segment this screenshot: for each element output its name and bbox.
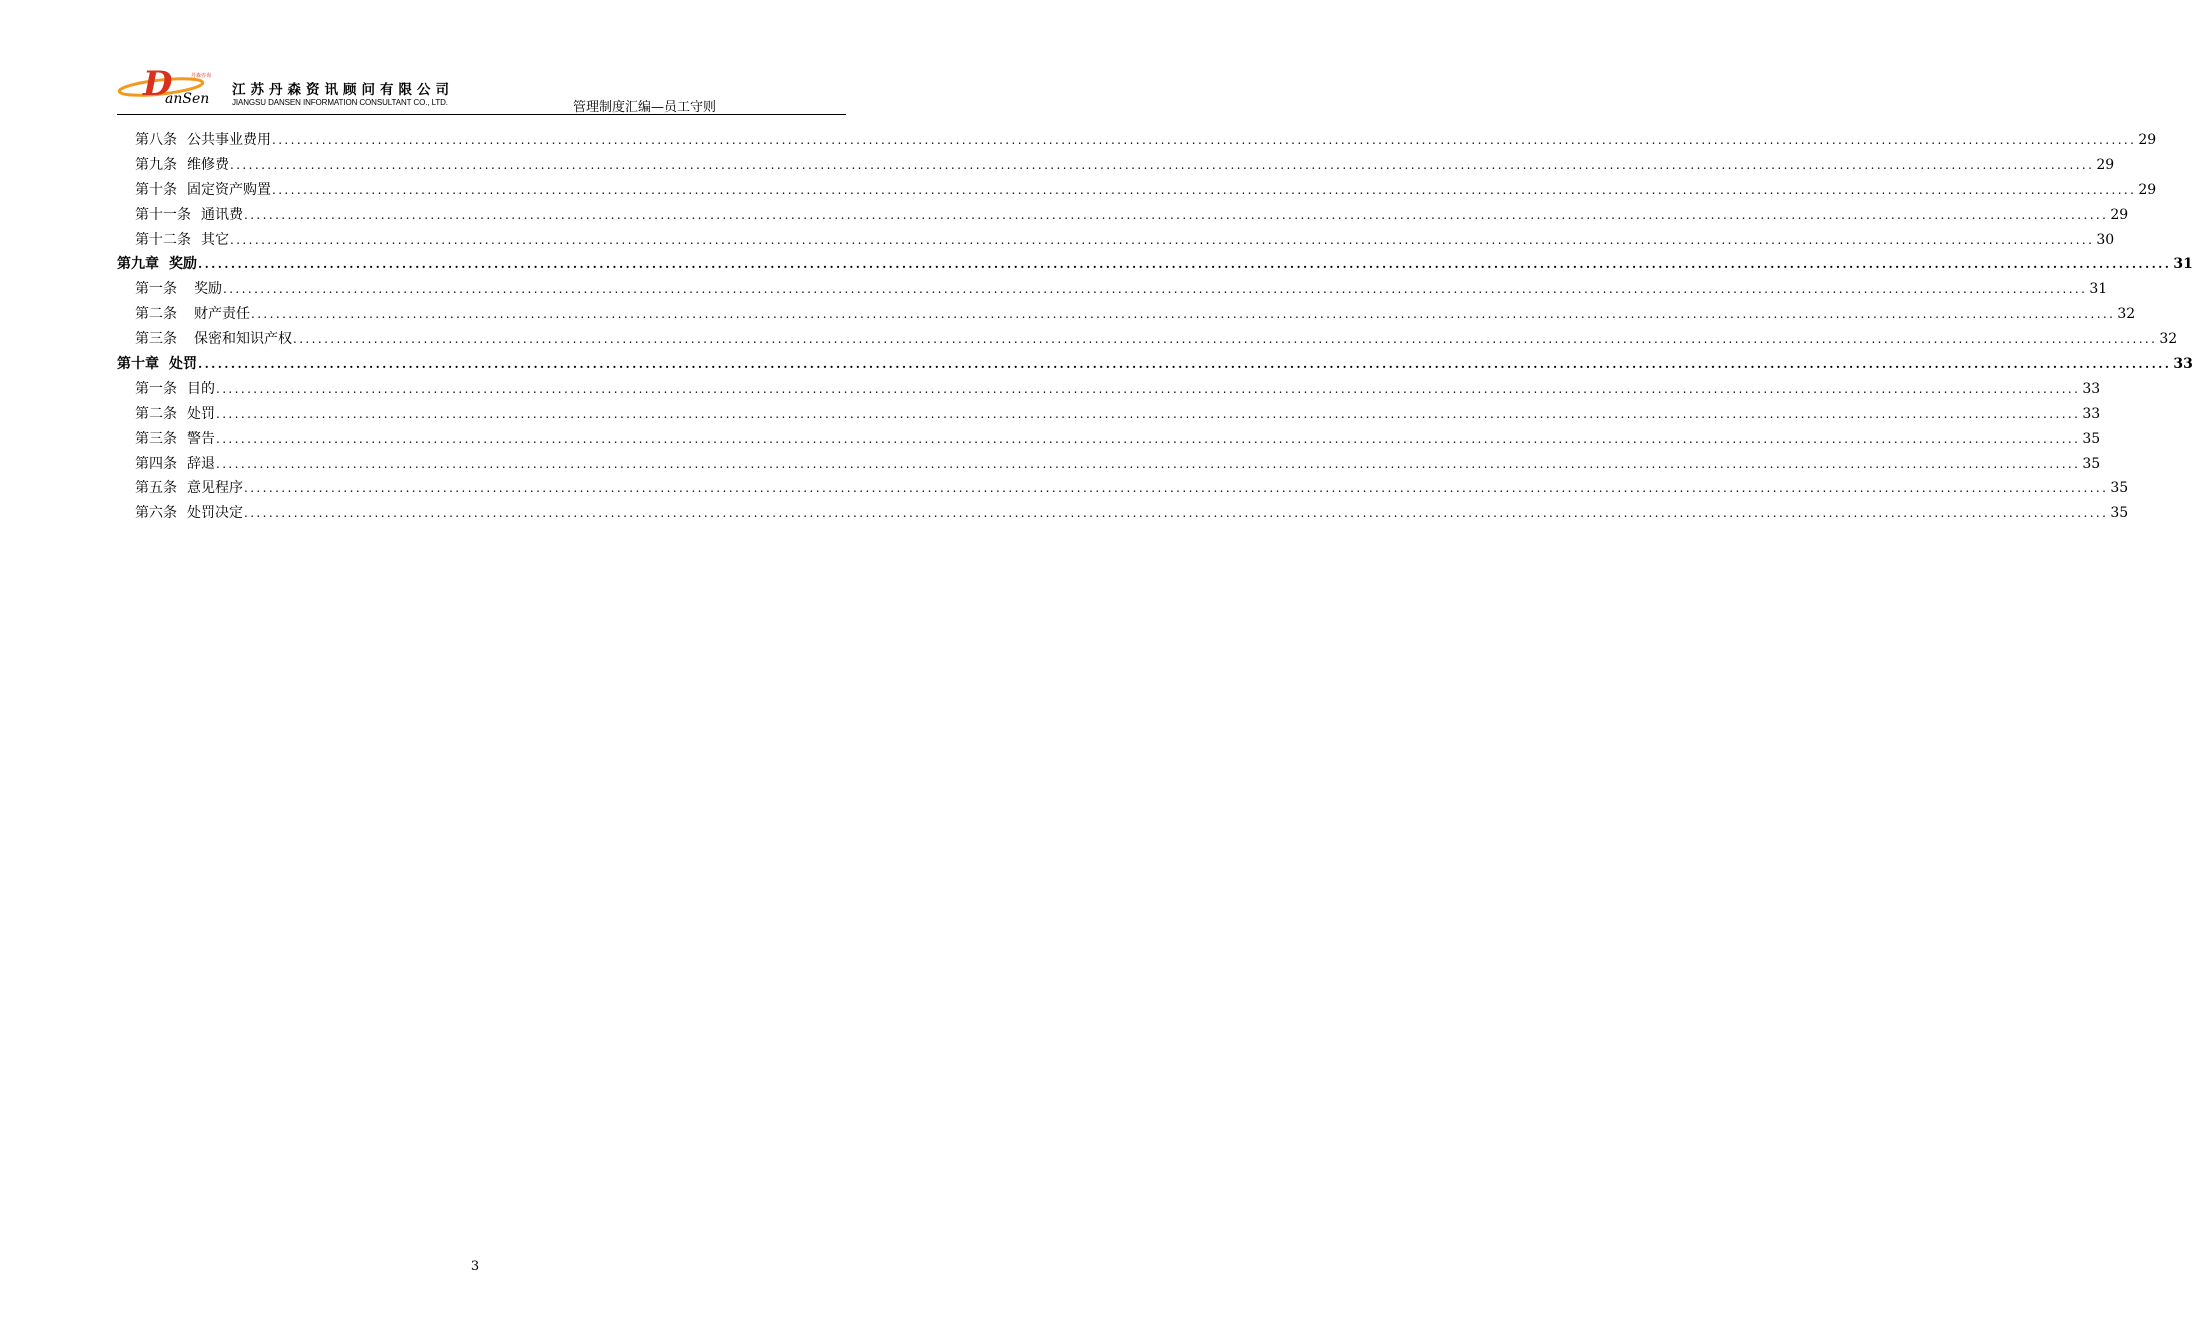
toc-entry-title: 处罚 [187,405,215,422]
toc-leader-dots: ............................................................................................................................................................................................................................................................................................................ [198,357,2172,372]
dansen-logo [117,62,229,112]
toc-entry-number: 第三条 [135,430,177,447]
page-header [117,60,846,115]
toc-entry-number: 第十条 [135,181,177,198]
toc-page-number: 33 [2082,405,2101,422]
toc-leader-dots: ............................................................................................................................................................................................................................................................................................................ [223,282,2088,297]
toc-article-row[interactable] [117,402,2101,427]
toc-article-row[interactable] [117,377,2101,402]
toc-leader-dots: ............................................................................................................................................................................................................................................................................................................ [198,257,2172,272]
toc-entry-title: 维修费 [187,156,229,173]
toc-page-number: 29 [2110,206,2129,223]
toc-entry-title: 保密和知识产权 [194,331,292,348]
toc-leader-dots: ............................................................................................................................................................................................................................................................................................................ [230,157,2095,172]
toc-entry-number: 第九条 [135,156,177,173]
toc-entry-number: 第十二条 [135,231,191,248]
toc-page-number: 35 [2082,430,2101,447]
toc-page-number: 32 [2159,331,2178,348]
toc-leader-dots: ............................................................................................................................................................................................................................................................................................................ [230,232,2095,247]
toc-chapter-row[interactable] [117,252,2193,277]
toc-article-row[interactable] [117,427,2101,452]
logo-ansen-text: anSen [165,91,210,107]
toc-entry-title: 目的 [187,380,215,397]
toc-page-number: 35 [2110,505,2129,522]
toc-page-number: 32 [2117,306,2136,323]
company-name-en: JIANGSU DANSEN INFORMATION CONSULTANT CO., LTD. [232,98,448,107]
toc-page-number: 29 [2096,156,2115,173]
toc-entry-title: 财产责任 [194,306,250,323]
toc-leader-dots: ............................................................................................................................................................................................................................................................................................................ [244,481,2109,496]
toc-leader-dots: ............................................................................................................................................................................................................................................................................................................ [293,332,2158,347]
toc-entry-number: 第三条 [135,331,177,348]
document-title: 管理制度汇编—员工守则 [573,100,717,115]
toc-leader-dots: ............................................................................................................................................................................................................................................................................................................ [244,506,2109,521]
toc-leader-dots: ............................................................................................................................................................................................................................................................................................................ [216,406,2081,421]
toc-article-row[interactable] [117,327,2178,352]
toc-entry-title: 警告 [187,430,215,447]
toc-entry-number: 第二条 [135,405,177,422]
toc-article-row[interactable] [117,501,2129,526]
toc-leader-dots: ............................................................................................................................................................................................................................................................................................................ [216,381,2081,396]
toc-leader-dots: ............................................................................................................................................................................................................................................................................................................ [216,431,2081,446]
toc-article-row[interactable] [117,302,2136,327]
toc-article-row[interactable] [117,452,2101,477]
toc-entry-number: 第六条 [135,505,177,522]
toc-entry-title: 奖励 [194,281,222,298]
toc-chapter-row[interactable] [117,352,2193,377]
toc-article-row[interactable] [117,128,2157,153]
toc-page-number: 30 [2096,231,2115,248]
toc-entry-title: 固定资产购置 [187,181,271,198]
toc-entry-title: 意见程序 [187,480,243,497]
toc-page-number: 29 [2138,181,2157,198]
toc-article-row[interactable] [117,153,2115,178]
toc-entry-number: 第四条 [135,455,177,472]
toc-entry-number: 第十章 [117,356,159,373]
toc-article-row[interactable] [117,277,2108,302]
toc-page-number: 29 [2138,132,2157,148]
toc-page-number: 31 [2089,281,2108,298]
toc-leader-dots: ............................................................................................................................................................................................................................................................................................................ [244,207,2109,222]
toc-article-row[interactable] [117,228,2115,253]
toc-entry-title: 辞退 [187,455,215,472]
toc-article-row[interactable] [117,476,2129,501]
toc-page-number: 35 [2082,455,2101,472]
toc-entry-title: 通讯费 [201,206,243,223]
toc-entry-title: 公共事业费用 [187,132,271,148]
toc-entry-number: 第一条 [135,281,177,298]
logo-tag-text: 丹森咨询 [191,73,212,79]
company-name-cn: 江苏丹森资讯顾问有限公司 [232,82,454,98]
page-number: 3 [470,1259,480,1274]
toc-leader-dots: ............................................................................................................................................................................................................................................................................................................ [272,182,2137,197]
toc-entry-title: 奖励 [169,256,197,273]
toc-page-number: 33 [2082,380,2101,397]
toc-page-number: 31 [2173,256,2193,273]
toc-entry-number: 第五条 [135,480,177,497]
toc-leader-dots: ............................................................................................................................................................................................................................................................................................................ [216,456,2081,471]
logo-d-letter: D [143,64,173,104]
toc-page-number: 35 [2110,480,2129,497]
toc-entry-title: 处罚 [169,356,197,373]
toc-leader-dots: ............................................................................................................................................................................................................................................................................................................ [251,307,2116,322]
toc-entry-number: 第二条 [135,306,177,323]
toc-entry-title: 处罚决定 [187,505,243,522]
toc-leader-dots: ............................................................................................................................................................................................................................................................................................................ [272,133,2137,147]
toc-article-row[interactable] [117,178,2157,203]
toc-entry-number: 第八条 [135,132,177,148]
toc-entry-title: 其它 [201,231,229,248]
toc-article-row[interactable] [117,203,2129,228]
toc-entry-number: 第九章 [117,256,159,273]
table-of-contents [117,128,2193,526]
toc-page-number: 33 [2173,356,2193,373]
toc-entry-number: 第十一条 [135,206,191,223]
toc-entry-number: 第一条 [135,380,177,397]
